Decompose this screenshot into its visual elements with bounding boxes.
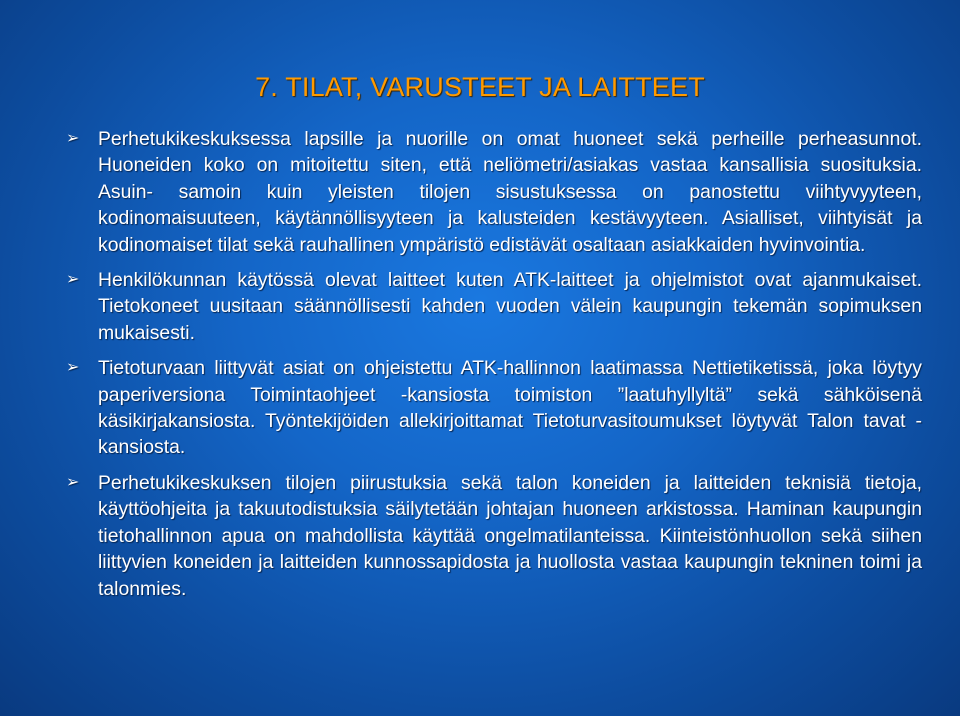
bullet-text: Perhetukikeskuksessa lapsille ja nuorille on omat huoneet sekä perheille perheasunnot. Huoneiden koko on mitoitettu siten, että neliömetri/asiakas vastaa kansallisia suosituksia. Asuin- samoin kuin yleisten tilojen sisustuksessa on panostettu viihtyvyyteen, kodinomaisuuteen, käytännöllisyyteen ja kalusteiden kestävyyteen. Asialliset, viihtyisät ja kodinomaiset tilat sekä rauhallinen ympäristö edistävät osaltaan asiakkaiden hyvinvointia. xyxy=(98,128,922,256)
bullet-item xyxy=(66,267,922,346)
arrowhead-bullet-icon: ➢ xyxy=(66,473,80,491)
bullet-text: Perhetukikeskuksen tilojen piirustuksia sekä talon koneiden ja laitteiden teknisiä tietoja, käyttöohjeita ja takuutodistuksia säilytetään johtajan huoneen arkistossa. Haminan kaupungin tietohallinnon apua on mahdollista käyttää ongelmatilanteissa. Kiinteistönhuollon sekä siihen liittyvien koneiden ja laitteiden kunnossapidosta ja huollosta vastaa kaupungin tekninen toimi ja talonmies. xyxy=(98,471,922,600)
bullet-item xyxy=(66,126,922,258)
bullet-list xyxy=(66,126,922,611)
bullet-item xyxy=(66,470,922,602)
bullet-item xyxy=(66,355,922,461)
arrowhead-bullet-icon: ➢ xyxy=(66,130,80,147)
arrowhead-bullet-icon: ➢ xyxy=(66,359,80,377)
slide-title: 7. TILAT, VARUSTEET JA LAITTEET xyxy=(255,72,705,102)
bullet-text: Henkilökunnan käytössä olevat laitteet kuten ATK-laitteet ja ohjelmistot ovat ajanmukaiset. Tietokoneet uusitaan säännöllisesti kahden vuoden välein kaupungin tekemän sopimuksen mukaisesti. xyxy=(98,269,922,344)
arrowhead-bullet-icon: ➢ xyxy=(66,271,80,289)
bullet-text: Tietoturvaan liittyvät asiat on ohjeistettu ATK-hallinnon laatimassa Nettietiketissä, joka löytyy paperiversiona Toimintaohjeet -kansiosta toimiston ”laatuhyllyltä” sekä sähköisenä käsikirjakansiosta. Työntekijöiden allekirjoittamat Tietoturvasitoumukset löytyvät Talon tavat -kansiosta. xyxy=(98,357,922,459)
